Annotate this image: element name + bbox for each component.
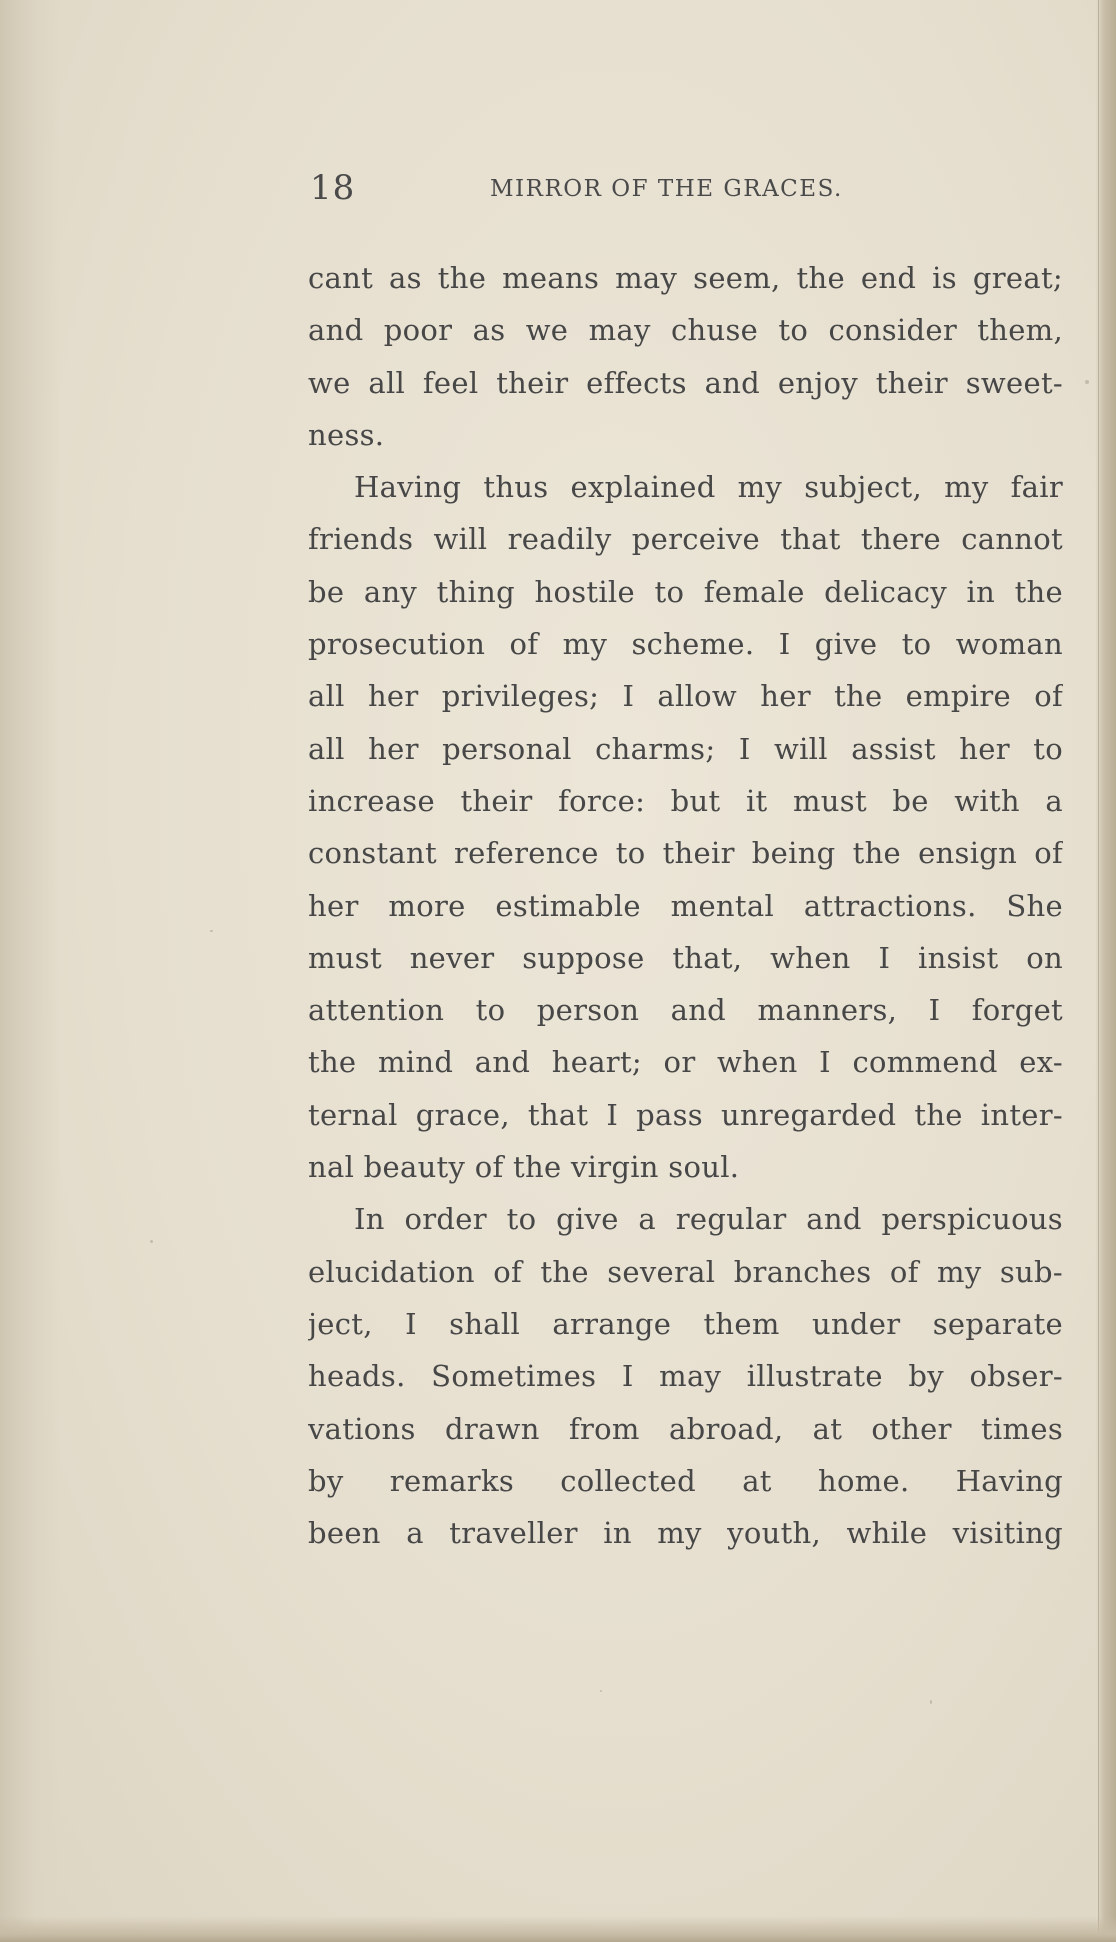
- paper-speck: [210, 930, 213, 932]
- text-line: ness.: [308, 417, 385, 452]
- paper-speck: [600, 1690, 602, 1692]
- text-line: we all feel their effects and enjoy their sweet-: [308, 365, 1063, 400]
- text-line: prosecution of my scheme. I give to woman: [308, 627, 1063, 662]
- text-line: by remarks collected at home. Having: [308, 1463, 1063, 1498]
- paper-speck: [930, 1700, 932, 1704]
- text-line: attention to person and manners, I forget: [308, 993, 1063, 1028]
- text-line: vations drawn from abroad, at other times: [308, 1411, 1063, 1446]
- text-line: cant as the means may seem, the end is great;: [308, 261, 1063, 295]
- text-line: elucidation of the several branches of my sub-: [308, 1254, 1063, 1289]
- text-line: increase their force: but it must be with a: [308, 783, 1063, 818]
- text-line: constant reference to their being the ensign of: [308, 836, 1063, 871]
- page-bottom-edge: [0, 1916, 1116, 1942]
- page-number: 18: [310, 168, 356, 208]
- text-line: her more estimable mental attractions. She: [308, 888, 1063, 923]
- text-line: Having thus explained my subject, my fair: [354, 470, 1063, 505]
- text-line: all her personal charms; I will assist her to: [308, 731, 1063, 766]
- body-text: [308, 252, 1063, 1559]
- paper-speck: [1085, 380, 1089, 384]
- text-line: be any thing hostile to female delicacy in the: [308, 574, 1063, 609]
- text-line: all her privileges; I allow her the empire of: [308, 679, 1063, 714]
- text-line: must never suppose that, when I insist on: [308, 940, 1063, 975]
- text-line: heads. Sometimes I may illustrate by obser-: [308, 1359, 1063, 1394]
- text-line: been a traveller in my youth, while visiting: [308, 1516, 1063, 1551]
- page-gutter-shadow: [0, 0, 60, 1942]
- text-line: ject, I shall arrange them under separate: [308, 1306, 1063, 1341]
- text-line: In order to give a regular and perspicuous: [354, 1202, 1063, 1237]
- paper-speck: [150, 1240, 153, 1243]
- text-line: and poor as we may chuse to consider them,: [308, 313, 1063, 348]
- page-fore-edge: [1096, 0, 1116, 1942]
- text-line: ternal grace, that I pass unregarded the inter-: [308, 1097, 1063, 1132]
- text-line: friends will readily perceive that there cannot: [308, 522, 1063, 557]
- running-head: [310, 168, 1060, 218]
- running-title: MIRROR OF THE GRACES.: [490, 176, 843, 202]
- text-line: the mind and heart; or when I commend ex-: [308, 1045, 1063, 1080]
- text-line: nal beauty of the virgin soul.: [308, 1150, 740, 1185]
